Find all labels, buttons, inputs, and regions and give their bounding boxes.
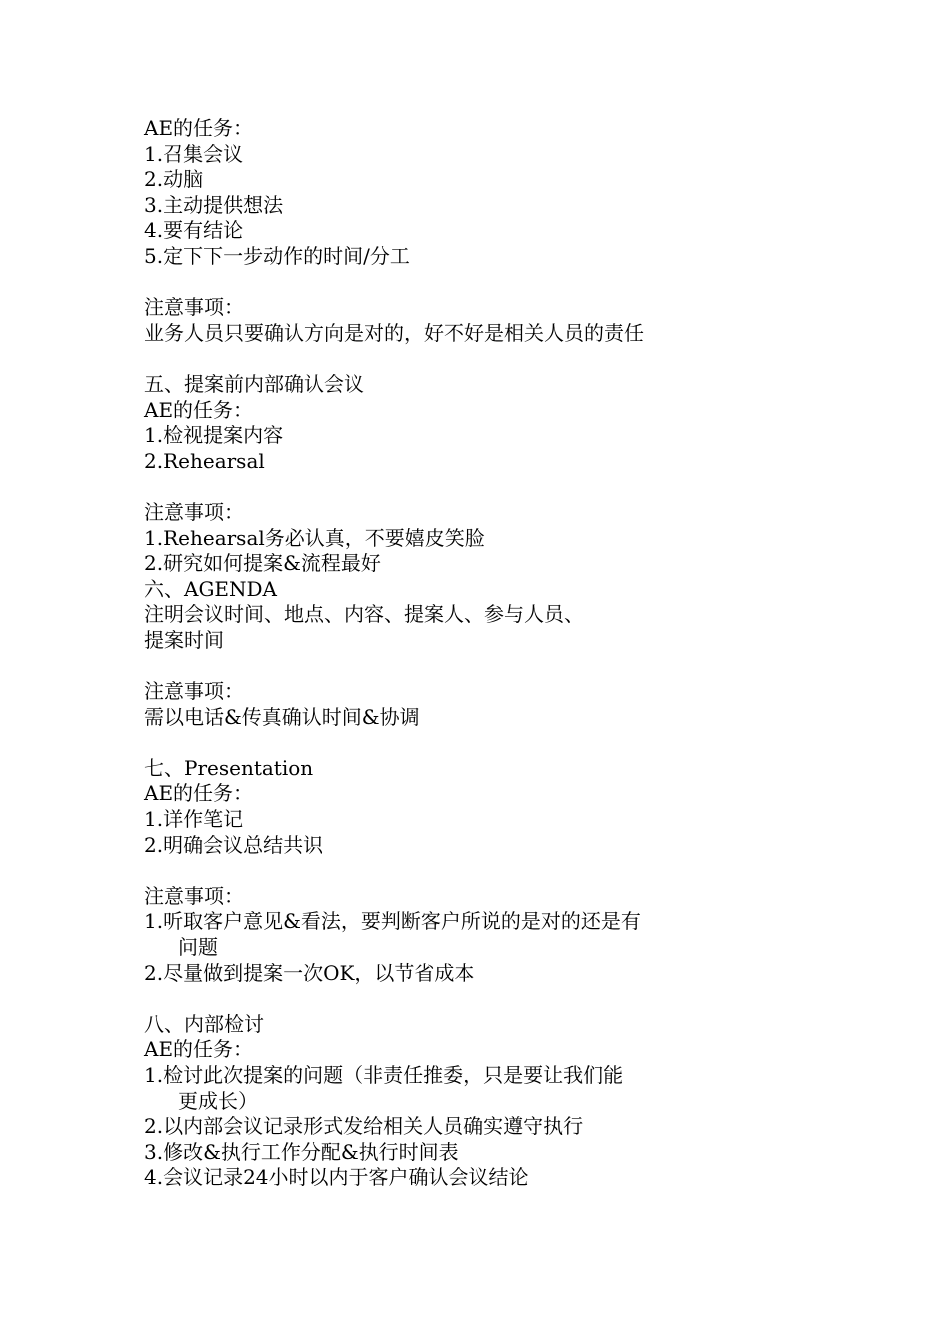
list-item: 2.Rehearsal [144,448,265,473]
section-heading-7: 七、Presentation [144,755,314,780]
ae-task-heading: AE的任务： [144,116,254,140]
list-item: 2.明确会议总结共识 [144,832,324,857]
blank-line [144,346,844,372]
blank-line [144,474,844,500]
document-page [144,116,844,1191]
list-item-continuation: 更成长） [178,1088,258,1113]
notes-heading: 注意事项： [144,679,244,704]
list-item: 3.主动提供想法 [144,192,284,217]
list-item: 1.详作笔记 [144,807,244,832]
agenda-text: 注明会议时间、地点、内容、提案人、参与人员、 [144,602,584,627]
note-text: 需以电话&传真确认时间&协调 [144,704,420,729]
list-item: 5.定下下一步动作的时间/分工 [144,243,410,268]
ae-task-heading: AE的任务： [144,781,254,806]
list-item: 1.召集会议 [144,141,244,166]
notes-heading: 注意事项： [144,883,244,908]
list-item: 2.以内部会议记录形式发给相关人员确实遵守执行 [144,1114,584,1139]
blank-line [144,730,844,756]
list-item: 1.听取客户意见&看法，要判断客户所说的是对的还是有 [144,909,641,934]
agenda-text: 提案时间 [144,627,224,652]
ae-task-heading: AE的任务： [144,1037,254,1062]
list-item: 3.修改&执行工作分配&执行时间表 [144,1139,459,1164]
list-item: 2.动脑 [144,167,204,192]
blank-line [144,653,844,679]
notes-heading: 注意事项： [144,499,244,524]
section-heading-8: 八、内部检讨 [144,1011,264,1036]
list-item: 1.Rehearsal务必认真，不要嬉皮笑脸 [144,525,485,550]
list-item: 2.研究如何提案&流程最好 [144,551,381,576]
list-item: 1.检视提案内容 [144,423,284,448]
list-item-continuation: 问题 [178,935,218,959]
list-item: 2.尽量做到提案一次OK，以节省成本 [144,960,475,985]
section-heading-6: 六、AGENDA [144,576,277,601]
notes-heading: 注意事项： [144,295,244,320]
section-heading-5: 五、提案前内部确认会议 [144,371,364,396]
list-item: 1.检讨此次提案的问题（非责任推委，只是要让我们能 [144,1062,624,1087]
blank-line [144,270,844,296]
list-item: 4.要有结论 [144,218,244,243]
list-item: 4.会议记录24小时以内于客户确认会议结论 [144,1165,529,1190]
blank-line [144,986,844,1012]
blank-line [144,858,844,884]
note-text: 业务人员只要确认方向是对的，好不好是相关人员的责任 [144,320,644,345]
ae-task-heading: AE的任务： [144,397,254,422]
